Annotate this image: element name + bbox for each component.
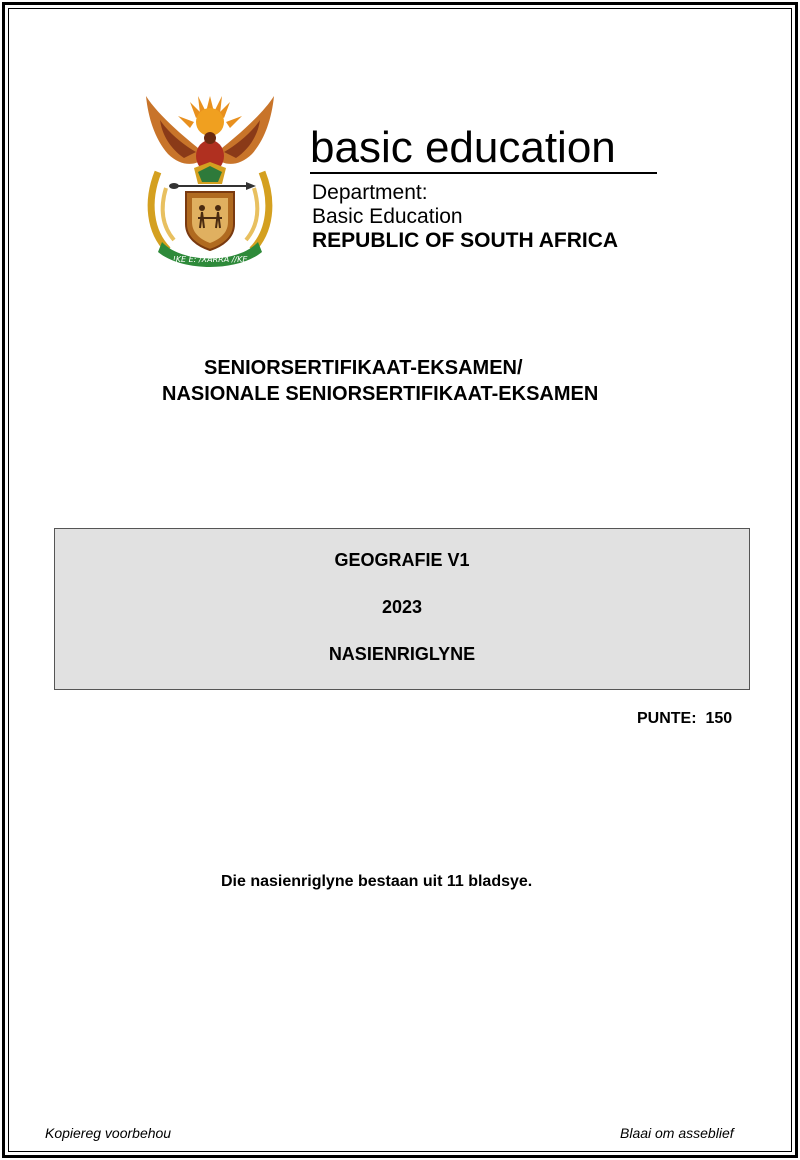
department-line-1: Department: [312,181,428,204]
page-count-note: Die nasienriglyne bestaan uit 11 bladsye. [221,873,533,890]
footer-copyright: Kopiereg voorbehou [45,1125,172,1141]
exam-title-line-1: SENIORSERTIFIKAAT-EKSAMEN/ [204,357,523,379]
exam-year: 2023 [381,597,423,617]
exam-title-line-2: NASIONALE SENIORSERTIFIKAAT-EKSAMEN [162,383,599,405]
subject-box [54,528,750,690]
footer-turn-over: Blaai om asseblief [620,1125,734,1141]
department-line-2: Basic Education [312,205,463,228]
department-title-rule [310,172,657,174]
department-line-3: REPUBLIC OF SOUTH AFRICA [312,229,619,252]
department-title: basic education [310,123,616,172]
document-type: NASIENRIGLYNE [328,644,476,664]
total-marks: PUNTE: 150 [637,710,733,727]
subject-title: GEOGRAFIE V1 [334,550,470,570]
svg-text:!KE E: /XARRA //KE: !KE E: /XARRA //KE [172,255,248,264]
coat-of-arms-icon [138,92,282,270]
